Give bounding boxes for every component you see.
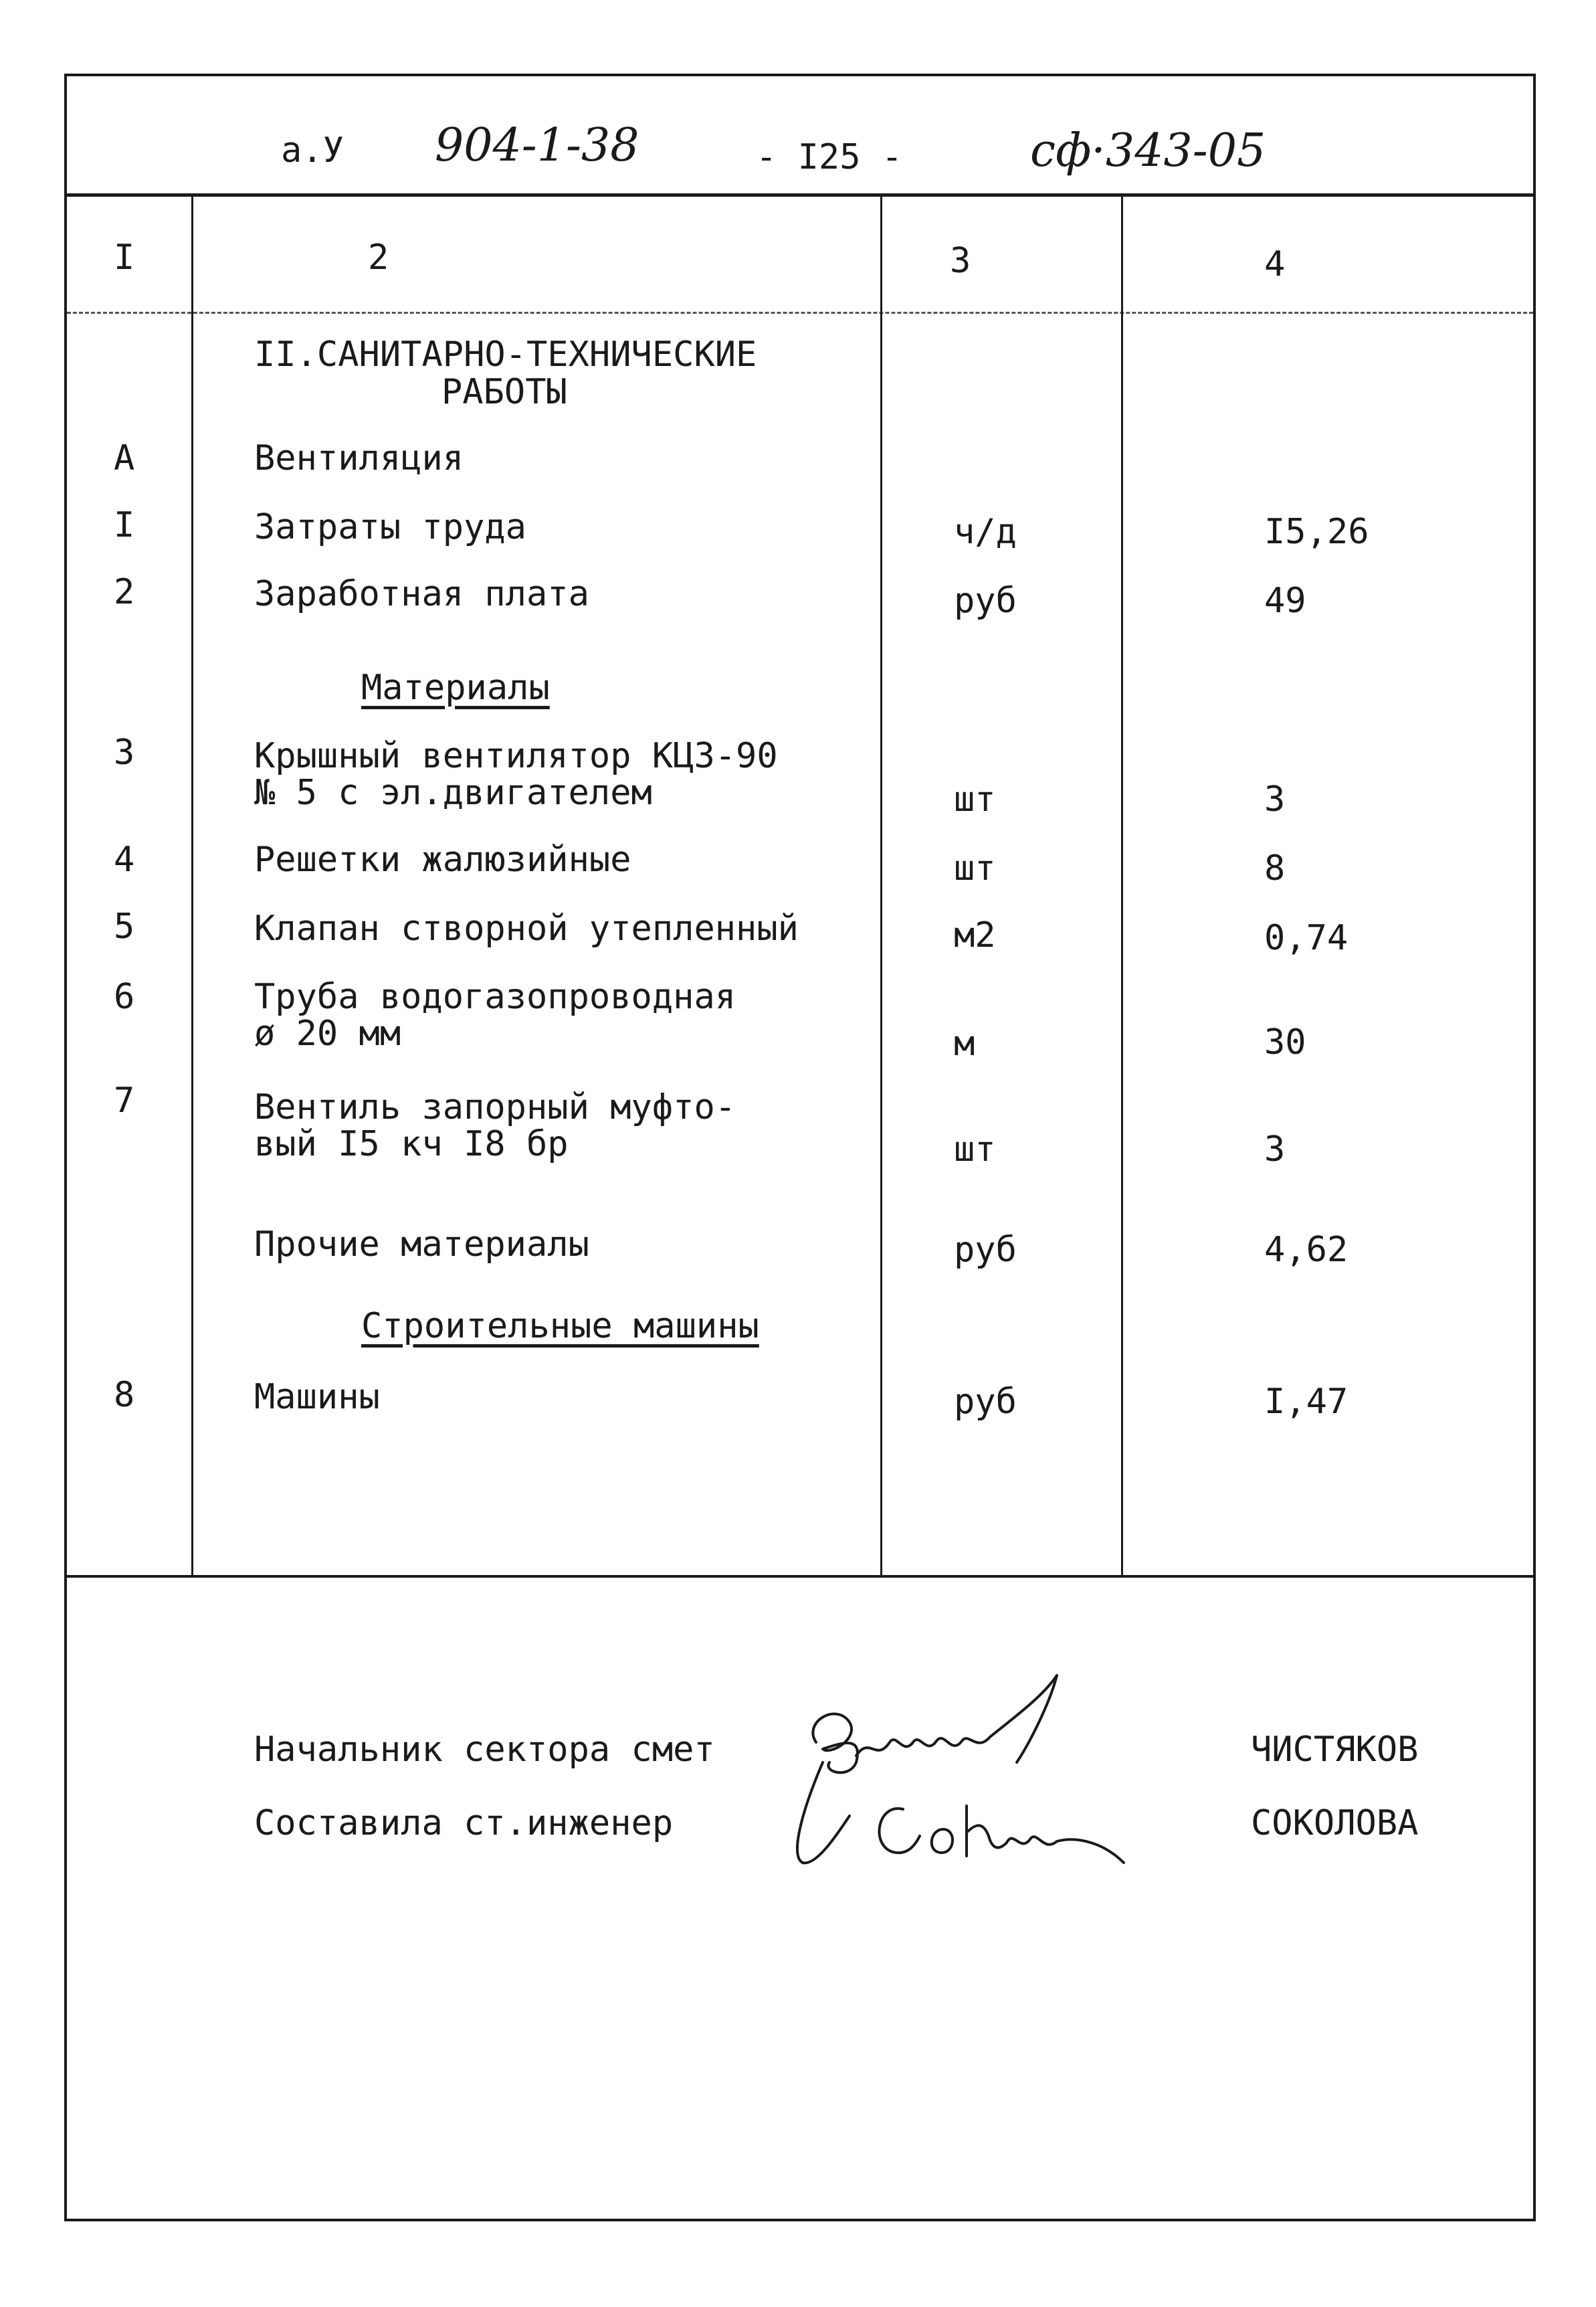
row-value: 3: [1264, 779, 1286, 820]
row-num: 7: [114, 1081, 135, 1121]
row-value: 4,62: [1264, 1230, 1349, 1270]
col-divider-2: [880, 197, 882, 1575]
row-unit: руб: [954, 1230, 1017, 1270]
row-value: I5,26: [1264, 512, 1369, 552]
row-value: 8: [1264, 848, 1286, 889]
row-name: Вентиляция: [254, 438, 464, 478]
row-unit: шт: [954, 779, 996, 820]
row-name: Заработная плата: [254, 574, 589, 614]
col-header-3: 3: [950, 241, 971, 281]
row-name: Решетки жалюзийные: [254, 840, 631, 880]
doc-code: сф·343-05: [1030, 124, 1266, 177]
table-bottom-line: [67, 1575, 1533, 1578]
row-value: 0,74: [1264, 918, 1349, 958]
project-code: 904-1-38: [435, 119, 639, 172]
row-unit: шт: [954, 848, 996, 889]
column-header-divider: [67, 312, 1533, 314]
row-name: Клапан створной утепленный: [254, 909, 799, 949]
signature-role-1: Начальник сектора смет: [254, 1730, 715, 1770]
row-unit: м: [954, 1024, 975, 1064]
col-header-1: I: [114, 238, 135, 278]
signature-role-2: Составила ст.инженер: [254, 1803, 674, 1843]
row-name: Вентиль запорный муфто-: [254, 1087, 736, 1127]
col-divider-1: [191, 197, 193, 1575]
handwritten-signatures: [776, 1662, 1177, 1930]
row-name-cont: вый I5 кч I8 бр: [254, 1124, 569, 1164]
row-unit: шт: [954, 1129, 996, 1170]
col-divider-3: [1121, 197, 1123, 1575]
row-unit: м2: [954, 915, 996, 955]
signature-name-2: СОКОЛОВА: [1251, 1803, 1419, 1843]
row-unit: руб: [954, 1382, 1017, 1422]
row-num: I: [114, 505, 135, 545]
row-name: Труба водогазопроводная: [254, 977, 736, 1017]
row-name: Машины: [254, 1377, 380, 1417]
page-frame: [64, 74, 1536, 2221]
row-value: 3: [1264, 1129, 1286, 1170]
row-name: Прочие материалы: [254, 1224, 589, 1265]
row-num: А: [114, 438, 135, 478]
col-header-2: 2: [368, 238, 389, 278]
header-divider: [67, 193, 1533, 197]
signature-name-1: ЧИСТЯКОВ: [1251, 1730, 1419, 1770]
row-name: Затраты труда: [254, 507, 526, 547]
subsection-materials: Материалы: [361, 668, 550, 708]
row-num: 3: [114, 733, 135, 773]
row-num: 4: [114, 840, 135, 880]
subsection-machines: Строительные машины: [361, 1306, 759, 1346]
row-unit: ч/д: [954, 512, 1017, 552]
row-num: 5: [114, 907, 135, 947]
col-header-4: 4: [1264, 244, 1286, 284]
page-number: - I25 -: [756, 137, 903, 177]
row-value: 49: [1264, 581, 1306, 621]
header-prefix: а.У: [281, 130, 344, 171]
row-num: 8: [114, 1375, 135, 1415]
row-value: 30: [1264, 1022, 1306, 1063]
row-unit: руб: [954, 581, 1017, 621]
row-name: Крышный вентилятор КЦЗ-90: [254, 736, 778, 776]
row-name-cont: № 5 с эл.двигателем: [254, 773, 652, 813]
section-title-line2: РАБОТЫ: [441, 372, 567, 412]
row-num: 6: [114, 977, 135, 1017]
row-name-cont: ø 20 мм: [254, 1014, 401, 1054]
row-value: I,47: [1264, 1382, 1349, 1422]
section-title-line1: II.САНИТАРНО-ТЕХНИЧЕСКИЕ: [254, 335, 757, 375]
row-num: 2: [114, 572, 135, 612]
